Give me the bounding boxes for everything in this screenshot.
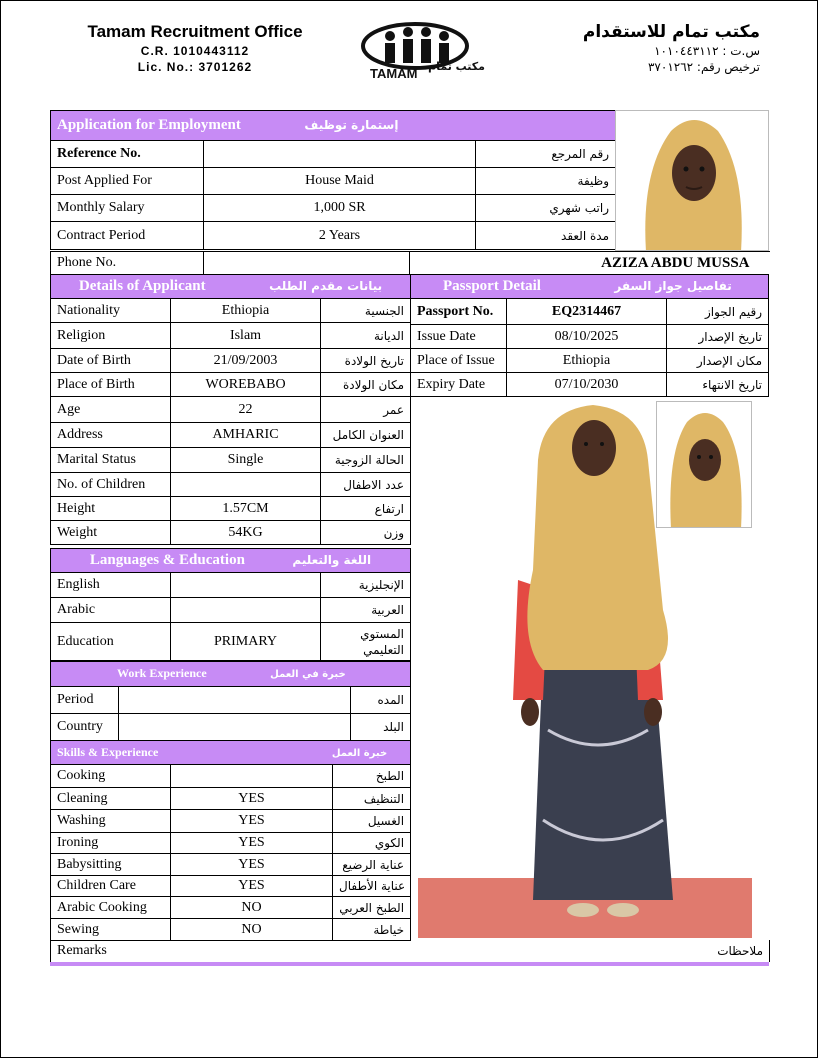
children-care-label-ar: عناية الأطفال [333, 876, 411, 897]
salary-label-ar: راتب شهري [476, 195, 616, 222]
religion-label: Religion [51, 323, 171, 349]
table-row [51, 497, 411, 521]
washing-value: YES [171, 810, 333, 833]
period-label-ar: المده [351, 687, 411, 714]
cleaning-value: YES [171, 788, 333, 810]
phone-row-table [50, 251, 770, 275]
washing-label: Washing [51, 810, 171, 833]
address-value: AMHARIC [171, 423, 321, 448]
license-number-ar: ترخيص رقم: ٣٧٠١٢٦٢ [647, 60, 760, 74]
table-row [51, 168, 616, 195]
expiry-date-value: 07/10/2030 [507, 373, 667, 397]
table-row [411, 325, 769, 349]
cr-number-en: C.R. 1010443112 [140, 44, 250, 58]
arabic-label-ar: العربية [321, 598, 411, 623]
skills-title-ar: خبرة العمل [331, 747, 388, 759]
babysitting-label: Babysitting [51, 854, 171, 876]
passport-title-en: Passport Detail [443, 278, 541, 294]
office-name-en: Tamam Recruitment Office [87, 22, 303, 41]
arabic-value [171, 598, 321, 623]
headshot-figure [616, 111, 769, 251]
table-row [51, 349, 411, 373]
application-title-en: Application for Employment [57, 117, 241, 133]
age-label: Age [51, 397, 171, 423]
remarks-label-ar: ملاحظات [410, 940, 770, 962]
pob-value: WOREBABO [171, 373, 321, 397]
languages-table [50, 548, 411, 661]
ironing-label: Ironing [51, 833, 171, 854]
issue-date-label-ar: تاريخ الإصدار [667, 325, 769, 349]
table-row [51, 423, 411, 448]
education-label-ar: المستوي التعليمي [321, 623, 411, 661]
table-row [51, 448, 411, 473]
place-of-issue-value: Ethiopia [507, 349, 667, 373]
dob-label-ar: تاريخ الولادة [321, 349, 411, 373]
details-table [50, 274, 411, 545]
post-label: Post Applied For [51, 168, 204, 195]
period-value [119, 687, 351, 714]
children-value [171, 473, 321, 497]
children-care-value: YES [171, 876, 333, 897]
cooking-value [171, 765, 333, 788]
passport-title-ar: تفاصيل جواز السفر [614, 279, 732, 293]
work-band [51, 662, 411, 687]
children-care-label: Children Care [51, 876, 171, 897]
sewing-label-ar: خياطة [333, 919, 411, 941]
religion-label-ar: الديانة [321, 323, 411, 349]
height-label-ar: ارتفاع [321, 497, 411, 521]
license-number-en: Lic. No.: 3701262 [137, 60, 253, 74]
table-row [51, 714, 411, 741]
weight-label: Weight [51, 521, 171, 545]
table-row [51, 876, 411, 897]
education-value: PRIMARY [171, 623, 321, 661]
issue-date-value: 08/10/2025 [507, 325, 667, 349]
post-value: House Maid [204, 168, 476, 195]
table-row [51, 222, 616, 250]
table-row [51, 195, 616, 222]
table-row [51, 940, 770, 962]
skills-title-en: Skills & Experience [57, 744, 159, 759]
weight-label-ar: وزن [321, 521, 411, 545]
marital-label: Marital Status [51, 448, 171, 473]
english-value [171, 573, 321, 598]
arabic-cooking-label-ar: الطبخ العربي [333, 897, 411, 919]
english-label: English [51, 573, 171, 598]
contract-label: Contract Period [51, 222, 204, 250]
period-label: Period [51, 687, 119, 714]
arabic-label: Arabic [51, 598, 171, 623]
table-row [51, 573, 411, 598]
dob-label: Date of Birth [51, 349, 171, 373]
contract-value: 2 Years [204, 222, 476, 250]
religion-value: Islam [171, 323, 321, 349]
application-band [51, 111, 616, 141]
phone-label: Phone No. [51, 252, 204, 275]
reference-label: Reference No. [51, 141, 204, 168]
table-row [411, 373, 769, 397]
height-value: 1.57CM [171, 497, 321, 521]
languages-band [51, 549, 411, 573]
passport-no-value: EQ2314467 [507, 299, 667, 325]
children-label: No. of Children [51, 473, 171, 497]
cleaning-label: Cleaning [51, 788, 171, 810]
nationality-label: Nationality [51, 299, 171, 323]
salary-label: Monthly Salary [51, 195, 204, 222]
nationality-label-ar: الجنسية [321, 299, 411, 323]
work-title-ar: خبرة في العمل [270, 669, 346, 680]
marital-label-ar: الحالة الزوجية [321, 448, 411, 473]
arabic-cooking-label: Arabic Cooking [51, 897, 171, 919]
candidate-name: AZIZA ABDU MUSSA [410, 252, 770, 275]
education-label: Education [51, 623, 171, 661]
skills-table [50, 740, 411, 941]
work-table [50, 661, 411, 741]
table-row [51, 854, 411, 876]
issue-date-label: Issue Date [411, 325, 507, 349]
passport-no-label: Passport No. [411, 299, 507, 325]
arabic-cooking-value: NO [171, 897, 333, 919]
table-row [51, 299, 411, 323]
table-row [51, 521, 411, 545]
nationality-value: Ethiopia [171, 299, 321, 323]
office-header-en [70, 22, 320, 74]
remarks-divider [50, 962, 769, 966]
table-row [51, 373, 411, 397]
table-row [51, 687, 411, 714]
application-title-ar: إستمارة توظيف [304, 118, 399, 132]
table-row [411, 299, 769, 325]
cooking-label: Cooking [51, 765, 171, 788]
address-label-ar: العنوان الكامل [321, 423, 411, 448]
babysitting-value: YES [171, 854, 333, 876]
dob-value: 21/09/2003 [171, 349, 321, 373]
table-row [51, 765, 411, 788]
expiry-date-label: Expiry Date [411, 373, 507, 397]
skills-band [51, 741, 411, 765]
logo-text-ar: مكتب تمام [428, 60, 485, 73]
phone-value [204, 252, 410, 275]
place-of-issue-label: Place of Issue [411, 349, 507, 373]
table-row [51, 473, 411, 497]
details-band [51, 275, 411, 299]
languages-title-ar: اللغة والتعليم [292, 553, 372, 567]
remarks-table [50, 940, 770, 962]
children-label-ar: عدد الاطفال [321, 473, 411, 497]
table-row [51, 788, 411, 810]
cooking-label-ar: الطبخ [333, 765, 411, 788]
passport-table [410, 274, 769, 397]
expiry-date-label-ar: تاريخ الانتهاء [667, 373, 769, 397]
marital-value: Single [171, 448, 321, 473]
cleaning-label-ar: التنظيف [333, 788, 411, 810]
logo-text: TAMAM [370, 66, 418, 81]
cr-number-ar: س.ت : ١٠١٠٤٤٣١١٢ [654, 44, 760, 58]
age-label-ar: عمر [321, 397, 411, 423]
table-row [51, 252, 770, 275]
salary-value: 1,000 SR [204, 195, 476, 222]
country-value [119, 714, 351, 741]
reference-value [204, 141, 476, 168]
passport-photo-figure [657, 402, 752, 528]
headshot-photo [615, 110, 769, 251]
country-label: Country [51, 714, 119, 741]
table-row [51, 141, 616, 168]
age-value: 22 [171, 397, 321, 423]
details-title-ar: بيانات مقدم الطلب [269, 279, 383, 293]
application-table [50, 110, 616, 250]
languages-title-en: Languages & Education [89, 552, 245, 568]
contract-label-ar: مدة العقد [476, 222, 616, 250]
details-title-en: Details of Applicant [78, 278, 206, 294]
table-row [411, 349, 769, 373]
table-row [51, 833, 411, 854]
table-row [51, 323, 411, 349]
office-header-ar [520, 22, 760, 74]
tamam-logo [360, 20, 490, 82]
ironing-label-ar: الكوي [333, 833, 411, 854]
weight-value: 54KG [171, 521, 321, 545]
address-label: Address [51, 423, 171, 448]
work-title-en: Work Experience [117, 666, 207, 680]
reference-label-ar: رقم المرجع [476, 141, 616, 168]
passport-no-label-ar: رقيم الجواز [667, 299, 769, 325]
pob-label-ar: مكان الولادة [321, 373, 411, 397]
table-row [51, 897, 411, 919]
passport-photo [656, 401, 752, 528]
table-row [51, 397, 411, 423]
table-row [51, 623, 411, 661]
office-name-ar: مكتب تمام للاستقدام [582, 22, 760, 42]
sewing-label: Sewing [51, 919, 171, 941]
height-label: Height [51, 497, 171, 521]
remarks-label: Remarks [51, 940, 410, 962]
country-label-ar: البلد [351, 714, 411, 741]
place-of-issue-label-ar: مكان الإصدار [667, 349, 769, 373]
english-label-ar: الإنجليزية [321, 573, 411, 598]
sewing-value: NO [171, 919, 333, 941]
post-label-ar: وظيفة [476, 168, 616, 195]
table-row [51, 919, 411, 941]
passport-band [411, 275, 769, 299]
pob-label: Place of Birth [51, 373, 171, 397]
babysitting-label-ar: عناية الرضيع [333, 854, 411, 876]
table-row [51, 810, 411, 833]
table-row [51, 598, 411, 623]
ironing-value: YES [171, 833, 333, 854]
washing-label-ar: الغسيل [333, 810, 411, 833]
